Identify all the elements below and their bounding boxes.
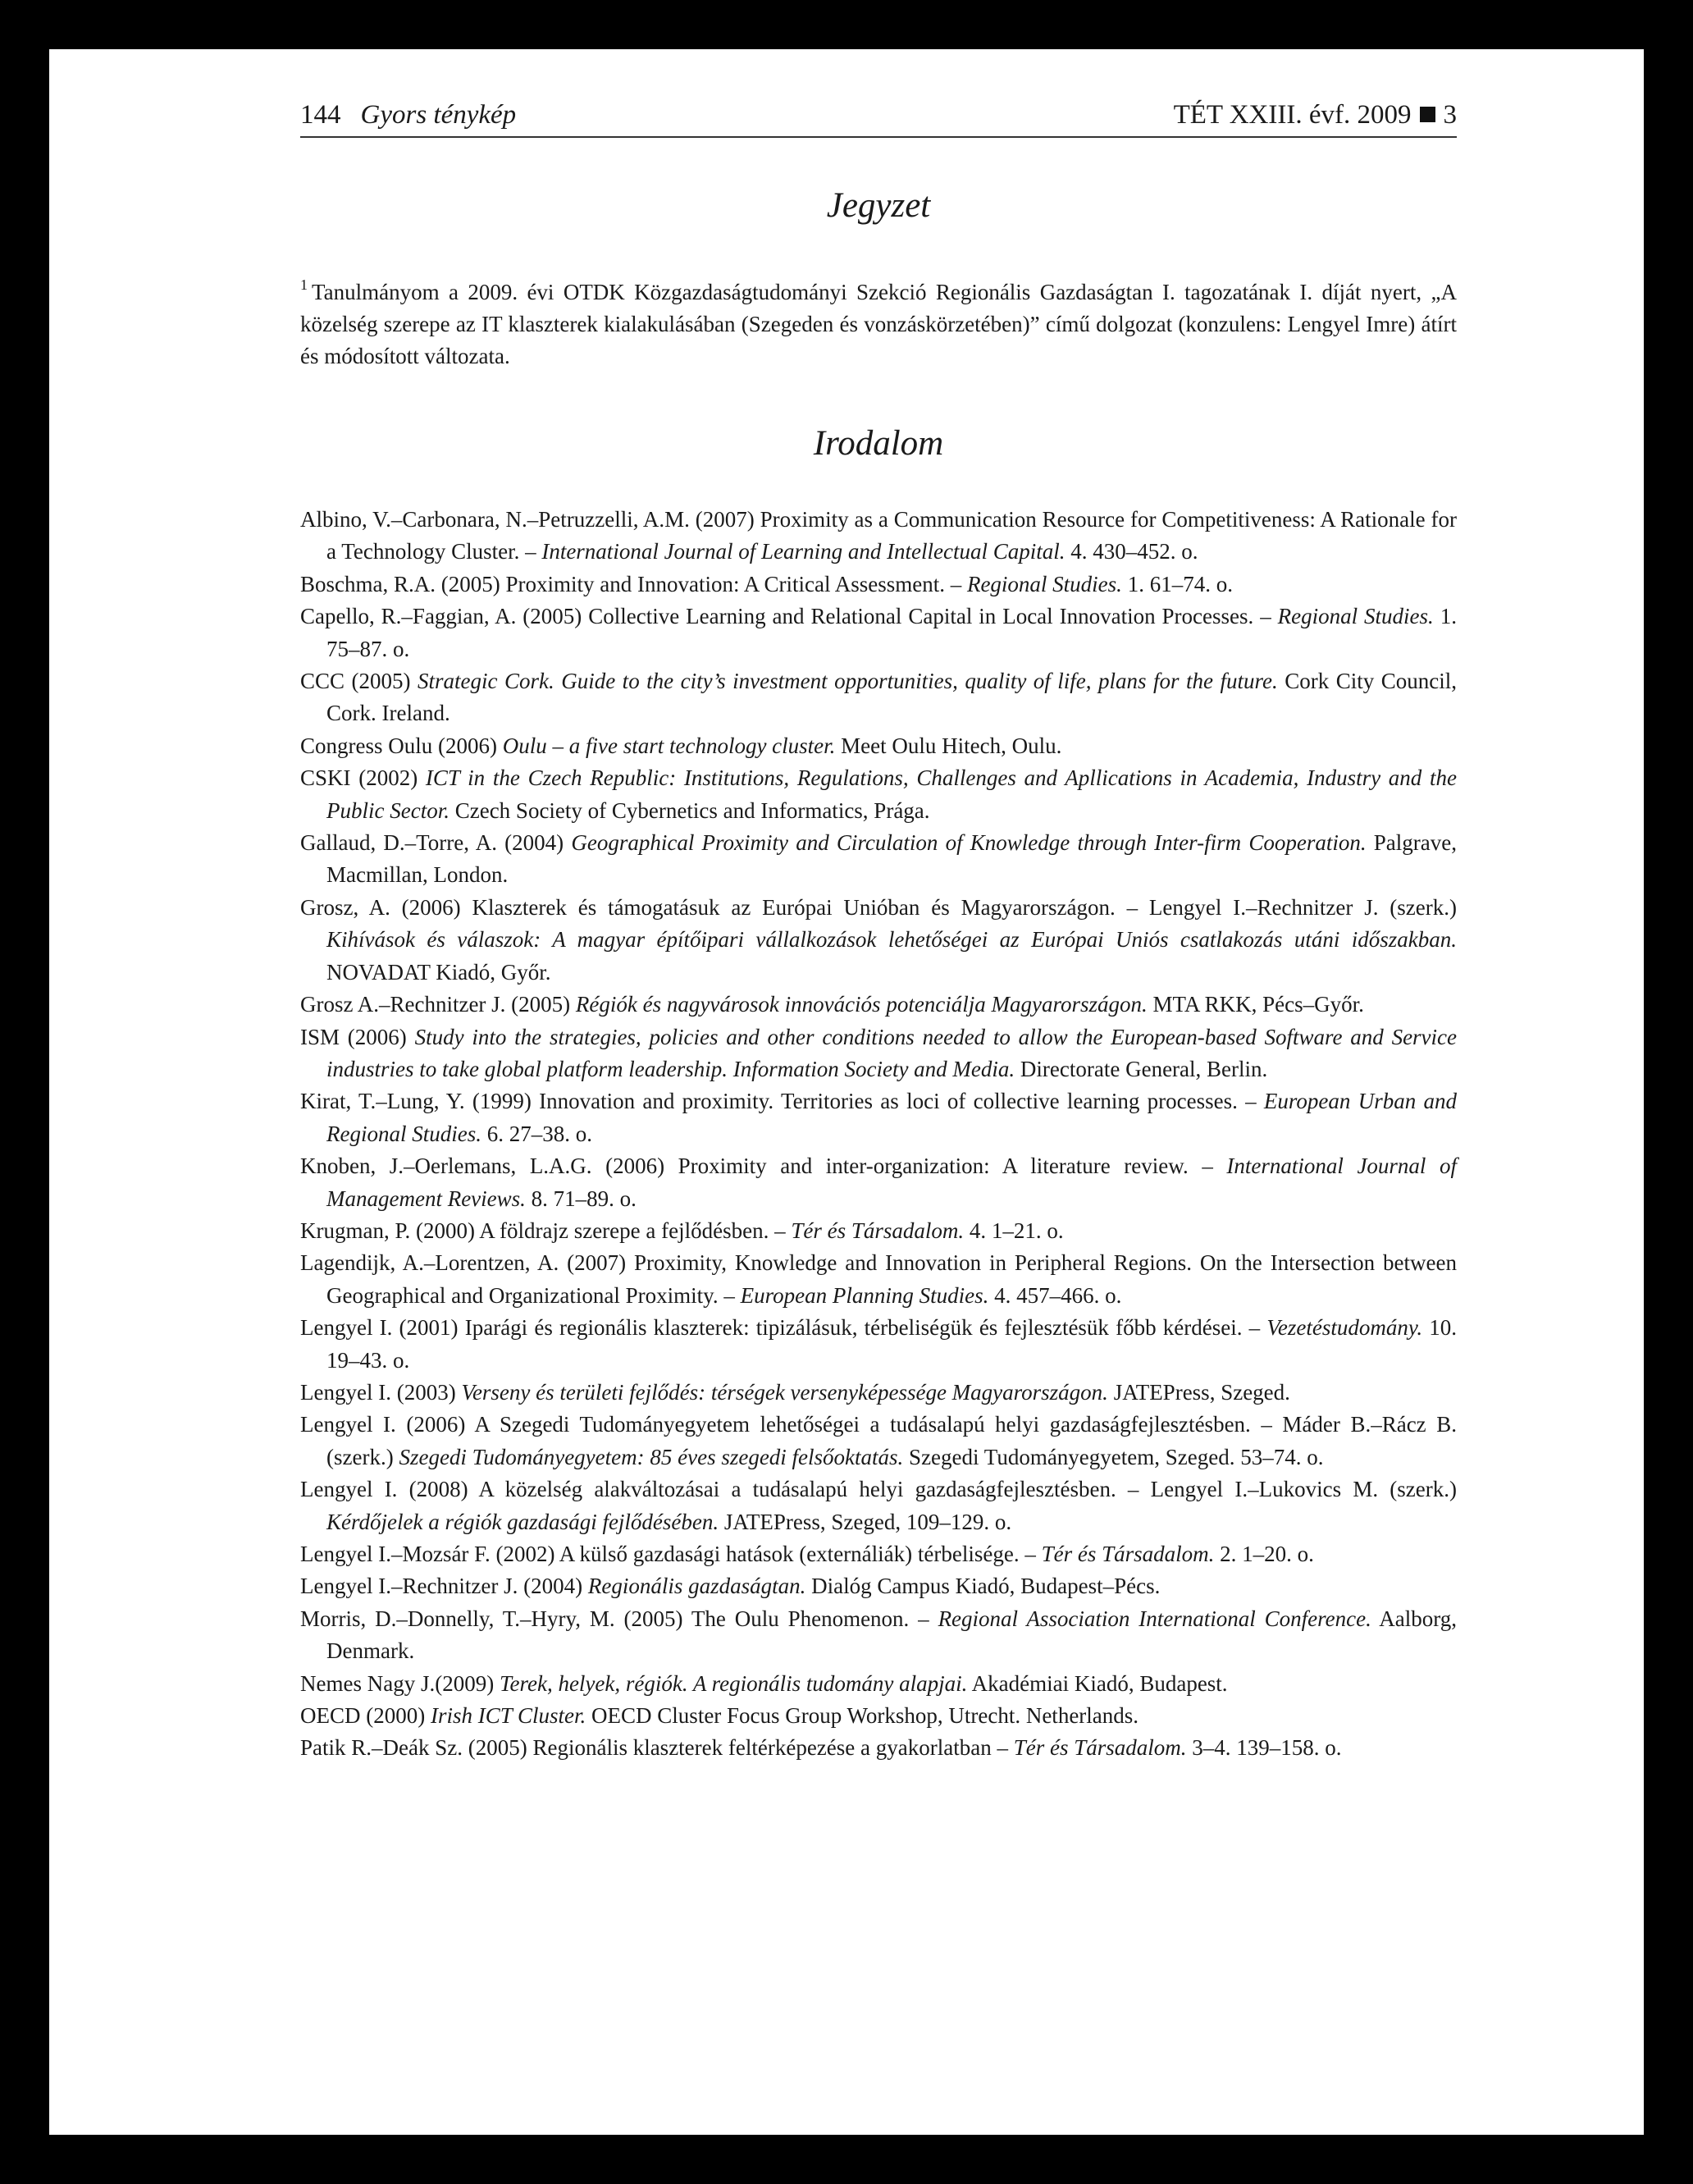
reference-entry xyxy=(300,1085,1457,1150)
reference-text: Grosz, A. (2006) Klaszterek és támogatásuk az Európai Unióban és Magyarországon. – Lengyel I.–Rechnitzer J. (szerk.) xyxy=(300,894,1457,920)
reference-text: Morris, D.–Donnelly, T.–Hyry, M. (2005) The Oulu Phenomenon. – xyxy=(300,1606,938,1631)
reference-title: Regional Studies. xyxy=(966,571,1122,596)
reference-title: ICT in the Czech Republic: Institutions, Regulations, Challenges and Apllications in Academia, Industry and the Public Sector. xyxy=(326,765,1457,823)
reference-text: Lagendijk, A.–Lorentzen, A. (2007) Proximity, Knowledge and Innovation in Peripheral Regions. On the Intersection between Geographical and Organizational Proximity. – xyxy=(300,1250,1457,1308)
reference-text: 2. 1–20. o. xyxy=(1214,1542,1314,1566)
reference-title: Régiók és nagyvárosok innovációs potenciálja Magyarországon. xyxy=(575,992,1148,1017)
reference-title: Kérdőjelek a régiók gazdasági fejlődésében. xyxy=(326,1509,719,1534)
running-head-left xyxy=(300,98,516,131)
footnote xyxy=(300,269,1457,372)
reference-title: Szegedi Tudományegyetem: 85 éves szegedi felsőoktatás. xyxy=(399,1444,904,1469)
reference-title: Tér és Társadalom. xyxy=(1013,1735,1187,1761)
reference-text: Capello, R.–Faggian, A. (2005) Collective Learning and Relational Capital in Local Innovation Processes. – xyxy=(300,604,1278,629)
page xyxy=(49,49,1644,2135)
reference-text: Dialóg Campus Kiadó, Budapest–Pécs. xyxy=(805,1574,1161,1599)
reference-entry xyxy=(300,1603,1457,1668)
reference-entry xyxy=(300,1247,1457,1312)
reference-title: Regionális gazdaságtan. xyxy=(587,1574,806,1599)
journal-info: TÉT XXIII. évf. 2009 xyxy=(1173,100,1412,130)
reference-entry xyxy=(300,1570,1457,1602)
reference-entry xyxy=(300,1377,1457,1409)
reference-text: 10. 19–43. o. xyxy=(326,1315,1458,1373)
reference-entry xyxy=(300,892,1457,989)
reference-entry xyxy=(300,665,1457,730)
reference-entry xyxy=(300,1732,1457,1764)
reference-text: CCC (2005) xyxy=(300,669,418,694)
running-head xyxy=(300,98,1457,138)
reference-title: Geographical Proximity and Circulation of Knowledge through Inter-firm Cooperation. xyxy=(571,830,1367,856)
reference-title: Strategic Cork. Guide to the city’s investment opportunities, quality of life, plans for the future. xyxy=(418,669,1278,694)
reference-text: Gallaud, D.–Torre, A. (2004) xyxy=(300,830,572,856)
footnote-marker: 1 xyxy=(300,276,308,293)
reference-text: Krugman, P. (2000) A földrajz szerepe a fejlődésben. – xyxy=(300,1218,792,1243)
section-name: Gyors ténykép xyxy=(360,100,517,130)
footnote-text: Tanulmányom a 2009. évi OTDK Közgazdaságtudományi Szekció Regionális Gazdaságtan I. tagozatának I. díját nyert, „A közelség szerepe az IT klaszterek kialakulásában (Szegeden és vonzáskörzetében)” című dolgozat (konzulens: Lengyel Imre) átírt és módosított változata. xyxy=(300,280,1457,368)
reference-entry xyxy=(300,827,1457,892)
reference-title: European Urban and Regional Studies. xyxy=(326,1089,1457,1146)
reference-text: Meet Oulu Hitech, Oulu. xyxy=(835,733,1062,758)
reference-entry xyxy=(300,762,1457,827)
reference-text: Knoben, J.–Oerlemans, L.A.G. (2006) Proximity and inter-organization: A literature review. – xyxy=(300,1154,1227,1179)
reference-entry xyxy=(300,730,1457,762)
reference-text: Albino, V.–Carbonara, N.–Petruzzelli, A.M. (2007) Proximity as a Communication Resource for Competitiveness: A Rationale for a Technology Cluster. – xyxy=(300,507,1457,564)
reference-entry xyxy=(300,1409,1457,1474)
reference-text: Lengyel I. (2001) Iparági és regionális klaszterek: tipizálásuk, térbeliségük és fejlesztésük főbb kérdései. – xyxy=(300,1315,1267,1341)
reference-title: Irish ICT Cluster. xyxy=(430,1703,586,1729)
reference-title: Verseny és területi fejlődés: térségek versenyképessége Magyarországon. xyxy=(461,1379,1108,1405)
reference-text: MTA RKK, Pécs–Győr. xyxy=(1147,992,1364,1017)
reference-entry xyxy=(300,1668,1457,1700)
reference-text: Lengyel I. (2006) A Szegedi Tudományegyetem lehetőségei a tudásalapú helyi gazdaságfejlesztésben. – Máder B.–Rácz B. (szerk.) xyxy=(300,1412,1457,1469)
reference-text: Nemes Nagy J.(2009) xyxy=(300,1670,500,1696)
reference-title: Vezetéstudomány. xyxy=(1266,1315,1423,1341)
reference-title: Kihívások és válaszok: A magyar építőipari vállalkozások lehetőségei az Európai Uniós csatlakozás utáni időszakban. xyxy=(326,927,1457,953)
reference-text: JATEPress, Szeged, 109–129. o. xyxy=(719,1509,1012,1534)
reference-text: Kirat, T.–Lung, Y. (1999) Innovation and proximity. Territories as loci of collective learning processes. – xyxy=(300,1089,1264,1114)
reference-text: NOVADAT Kiadó, Győr. xyxy=(326,959,551,985)
reference-text: Boschma, R.A. (2005) Proximity and Innovation: A Critical Assessment. – xyxy=(300,571,967,596)
reference-title: Regional Association International Conference. xyxy=(938,1606,1371,1631)
reference-text: 3–4. 139–158. o. xyxy=(1186,1735,1342,1761)
reference-text: 4. 1–21. o. xyxy=(964,1218,1064,1243)
reference-entry xyxy=(300,504,1457,569)
reference-text: Patik R.–Deák Sz. (2005) Regionális klaszterek feltérképezése a gyakorlatban – xyxy=(300,1735,1014,1761)
reference-entry xyxy=(300,1021,1457,1086)
reference-title: Tér és Társadalom. xyxy=(791,1218,965,1243)
reference-text: 6. 27–38. o. xyxy=(481,1121,592,1146)
reference-entry xyxy=(300,1215,1457,1247)
reference-title: International Journal of Management Reviews. xyxy=(326,1154,1457,1211)
reference-entry xyxy=(300,1700,1457,1732)
reference-text: Aalborg, Denmark. xyxy=(326,1606,1457,1664)
reference-text: ISM (2006) xyxy=(300,1024,415,1049)
reference-text: Congress Oulu (2006) xyxy=(300,733,503,758)
reference-title: Study into the strategies, policies and other conditions needed to allow the European-based Software and Service industries to take global platform leadership. Information Society and Media. xyxy=(326,1024,1458,1081)
reference-text: 8. 71–89. o. xyxy=(525,1186,637,1211)
reference-text: Directorate General, Berlin. xyxy=(1015,1056,1268,1081)
reference-title: Oulu – a five start technology cluster. xyxy=(502,733,836,758)
reference-text: 4. 430–452. o. xyxy=(1065,539,1198,564)
reference-entry xyxy=(300,1150,1457,1215)
reference-text: Lengyel I.–Mozsár F. (2002) A külső gazdasági hatások (externáliák) térbelisége. – xyxy=(300,1542,1042,1566)
reference-text: Cork City Council, Cork. Ireland. xyxy=(326,669,1457,726)
reference-text: Lengyel I. (2008) A közelség alakváltozásai a tudásalapú helyi gazdaságfejlesztésben. – Lengyel I.–Lukovics M. (szerk.) xyxy=(300,1477,1457,1502)
reference-text: Grosz A.–Rechnitzer J. (2005) xyxy=(300,992,576,1017)
reference-list xyxy=(300,504,1457,1765)
reference-title: Regional Studies. xyxy=(1277,604,1434,629)
reference-text: 4. 457–466. o. xyxy=(988,1282,1122,1308)
reference-title: Terek, helyek, régiók. A regionális tudomány alapjai. xyxy=(499,1670,968,1696)
reference-text: Lengyel I.–Rechnitzer J. (2004) xyxy=(300,1574,588,1599)
reference-text: Lengyel I. (2003) xyxy=(300,1379,462,1405)
running-head-right xyxy=(1174,98,1457,131)
reference-text: Palgrave, Macmillan, London. xyxy=(326,830,1458,888)
reference-text: CSKI (2002) xyxy=(300,765,426,791)
reference-text: JATEPress, Szeged. xyxy=(1107,1379,1290,1405)
page-content xyxy=(300,98,1457,1765)
notes-heading: Jegyzet xyxy=(826,186,931,225)
reference-text: 1. 61–74. o. xyxy=(1121,571,1233,596)
reference-entry xyxy=(300,1538,1457,1570)
reference-title: International Journal of Learning and Intellectual Capital. xyxy=(541,539,1066,564)
reference-text: OECD (2000) xyxy=(300,1703,431,1729)
square-separator-icon xyxy=(1420,107,1435,122)
reference-text: Szegedi Tudományegyetem, Szeged. 53–74. o. xyxy=(903,1444,1324,1469)
reference-text: Czech Society of Cybernetics and Informatics, Prága. xyxy=(449,797,930,823)
reference-entry xyxy=(300,1312,1457,1377)
reference-entry xyxy=(300,601,1457,665)
page-number: 144 xyxy=(300,100,341,130)
reference-entry xyxy=(300,1474,1457,1538)
issue-number: 3 xyxy=(1443,100,1457,130)
reference-entry xyxy=(300,989,1457,1021)
reference-title: European Planning Studies. xyxy=(740,1282,989,1308)
reference-text: OECD Cluster Focus Group Workshop, Utrecht. Netherlands. xyxy=(586,1703,1139,1729)
reference-title: Tér és Társadalom. xyxy=(1041,1542,1215,1566)
reference-text: 1. 75–87. o. xyxy=(326,604,1458,661)
references-heading: Irodalom xyxy=(813,424,944,463)
reference-entry xyxy=(300,569,1457,601)
reference-text: Akadémiai Kiadó, Budapest. xyxy=(967,1670,1228,1696)
